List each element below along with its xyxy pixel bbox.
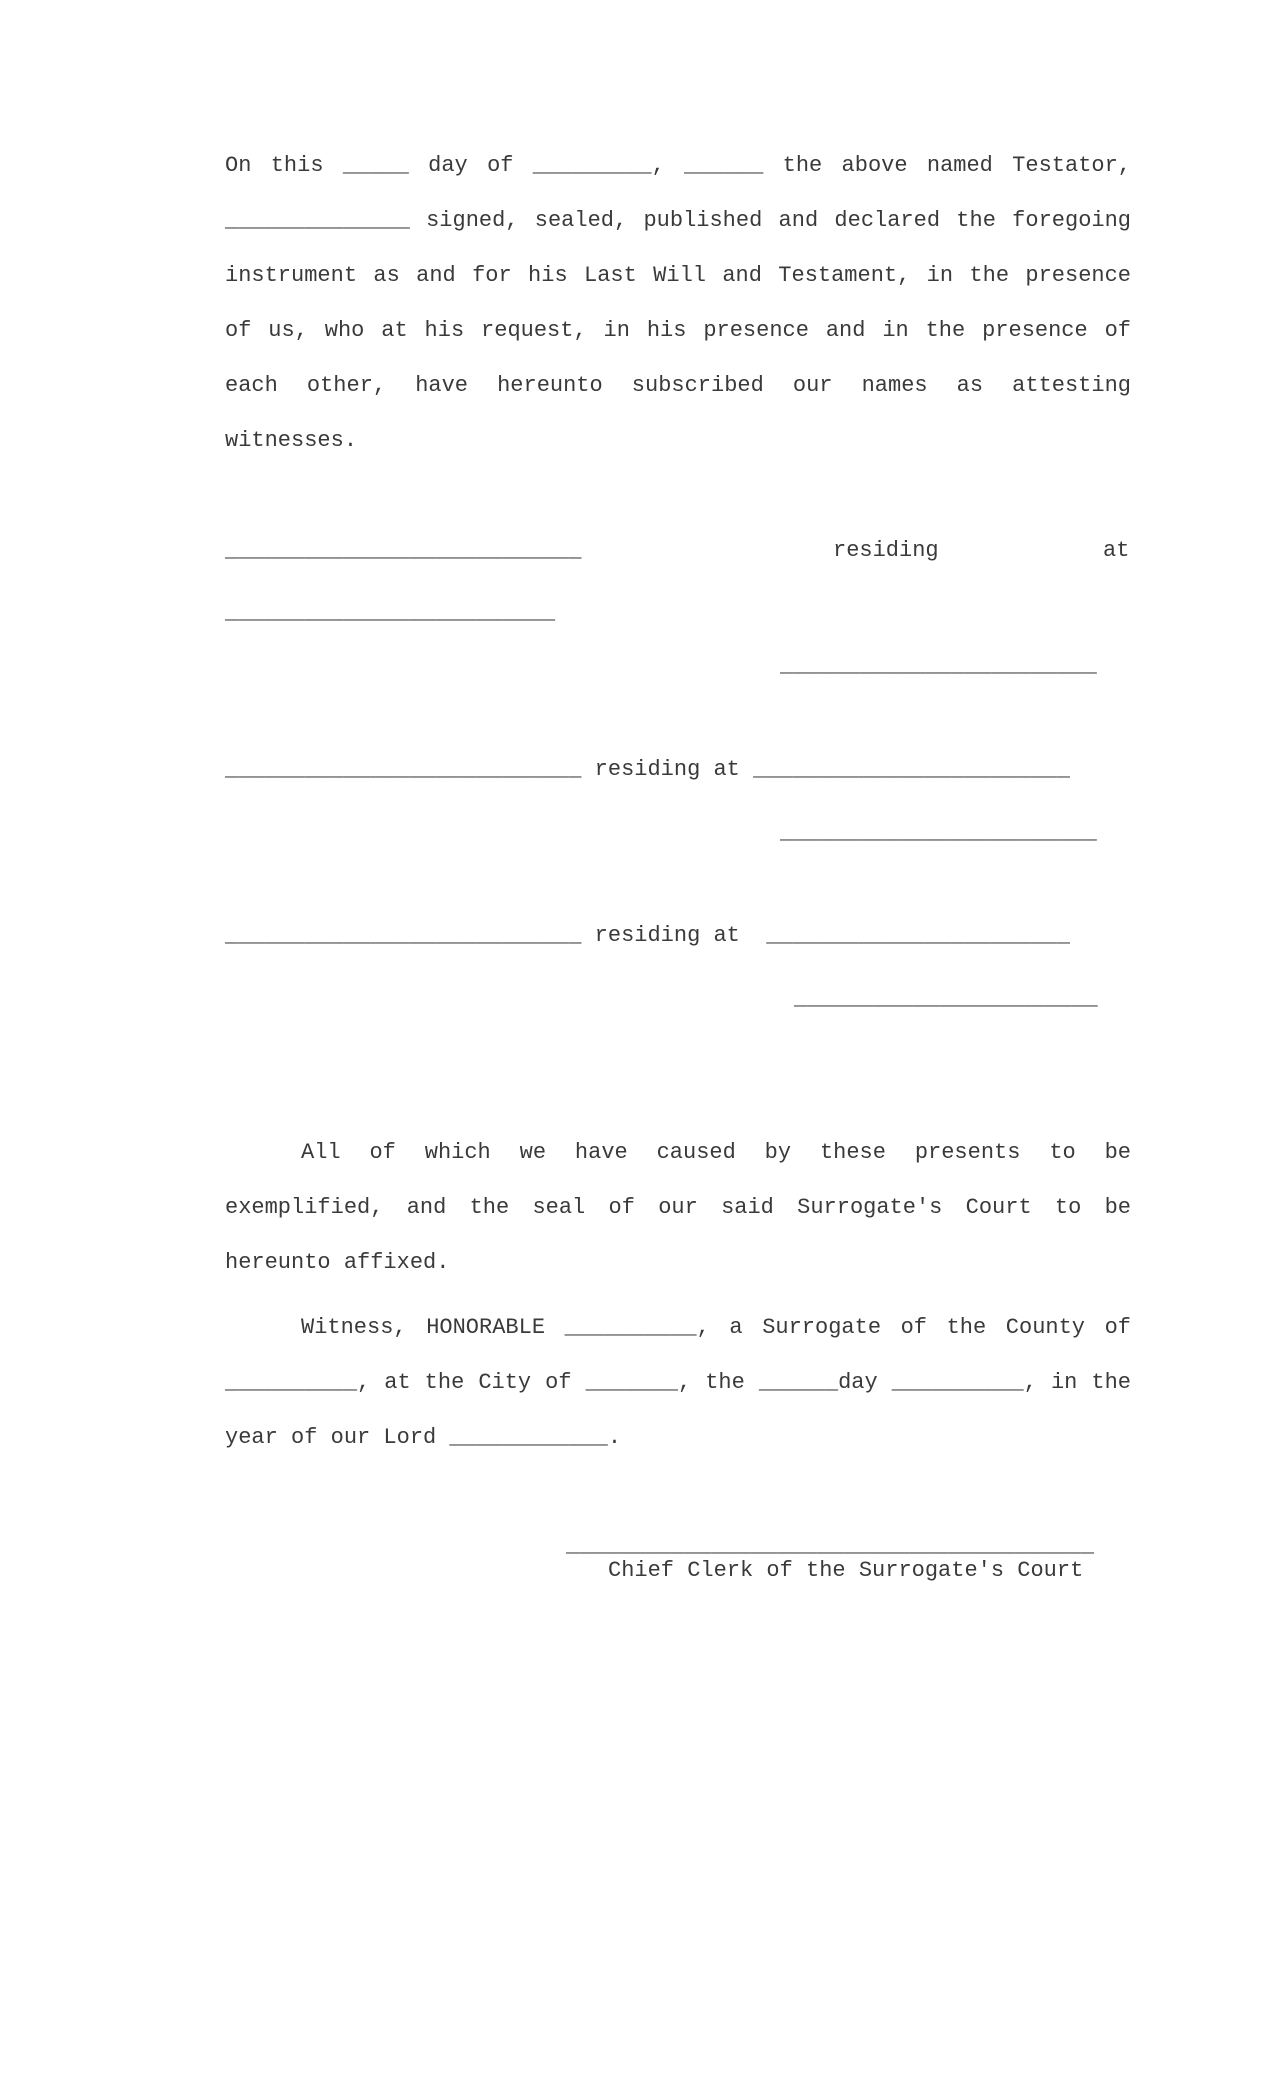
witness-3-address-line-2: _______________________ xyxy=(794,986,1098,1011)
exemplification-paragraph: All of which we have caused by these presents to be exemplified, and the seal of our said Surrogate's Court to be hereunto affixed. xyxy=(225,1140,1145,1275)
witness-1-address-line-2: ________________________ xyxy=(780,653,1097,678)
witness-2-address-line-2: ________________________ xyxy=(780,820,1097,845)
attestation-paragraph: On this _____ day of _________, ______ the above named Testator, ______________ signed, sealed, published and declared the foregoing instrument as and for his Last Will and Testament, in the presence of us, who at his request, in his presence and in the presence of each other, have hereunto subscribed our names as attesting witnesses. xyxy=(225,153,1145,453)
witness-1-residing-label: residing xyxy=(833,538,939,563)
witness-2-line: ___________________________ residing at ________________________ xyxy=(225,757,1070,782)
witness-1-at-label: at xyxy=(1103,538,1130,563)
witness-3-line: ___________________________ residing at _______________________ xyxy=(225,923,1070,948)
signature-caption: Chief Clerk of the Surrogate's Court xyxy=(608,1558,1084,1583)
signature-line: ________________________________________ xyxy=(566,1533,1095,1558)
witness-1-address-line-1: _________________________ xyxy=(225,600,556,625)
witness-1-name-blank: ___________________________ xyxy=(225,538,582,563)
witness-clause-paragraph: Witness, HONORABLE __________, a Surrogate of the County of __________, at the City of _______, the ______day __________, in the year of our Lord ____________. xyxy=(225,1315,1145,1450)
